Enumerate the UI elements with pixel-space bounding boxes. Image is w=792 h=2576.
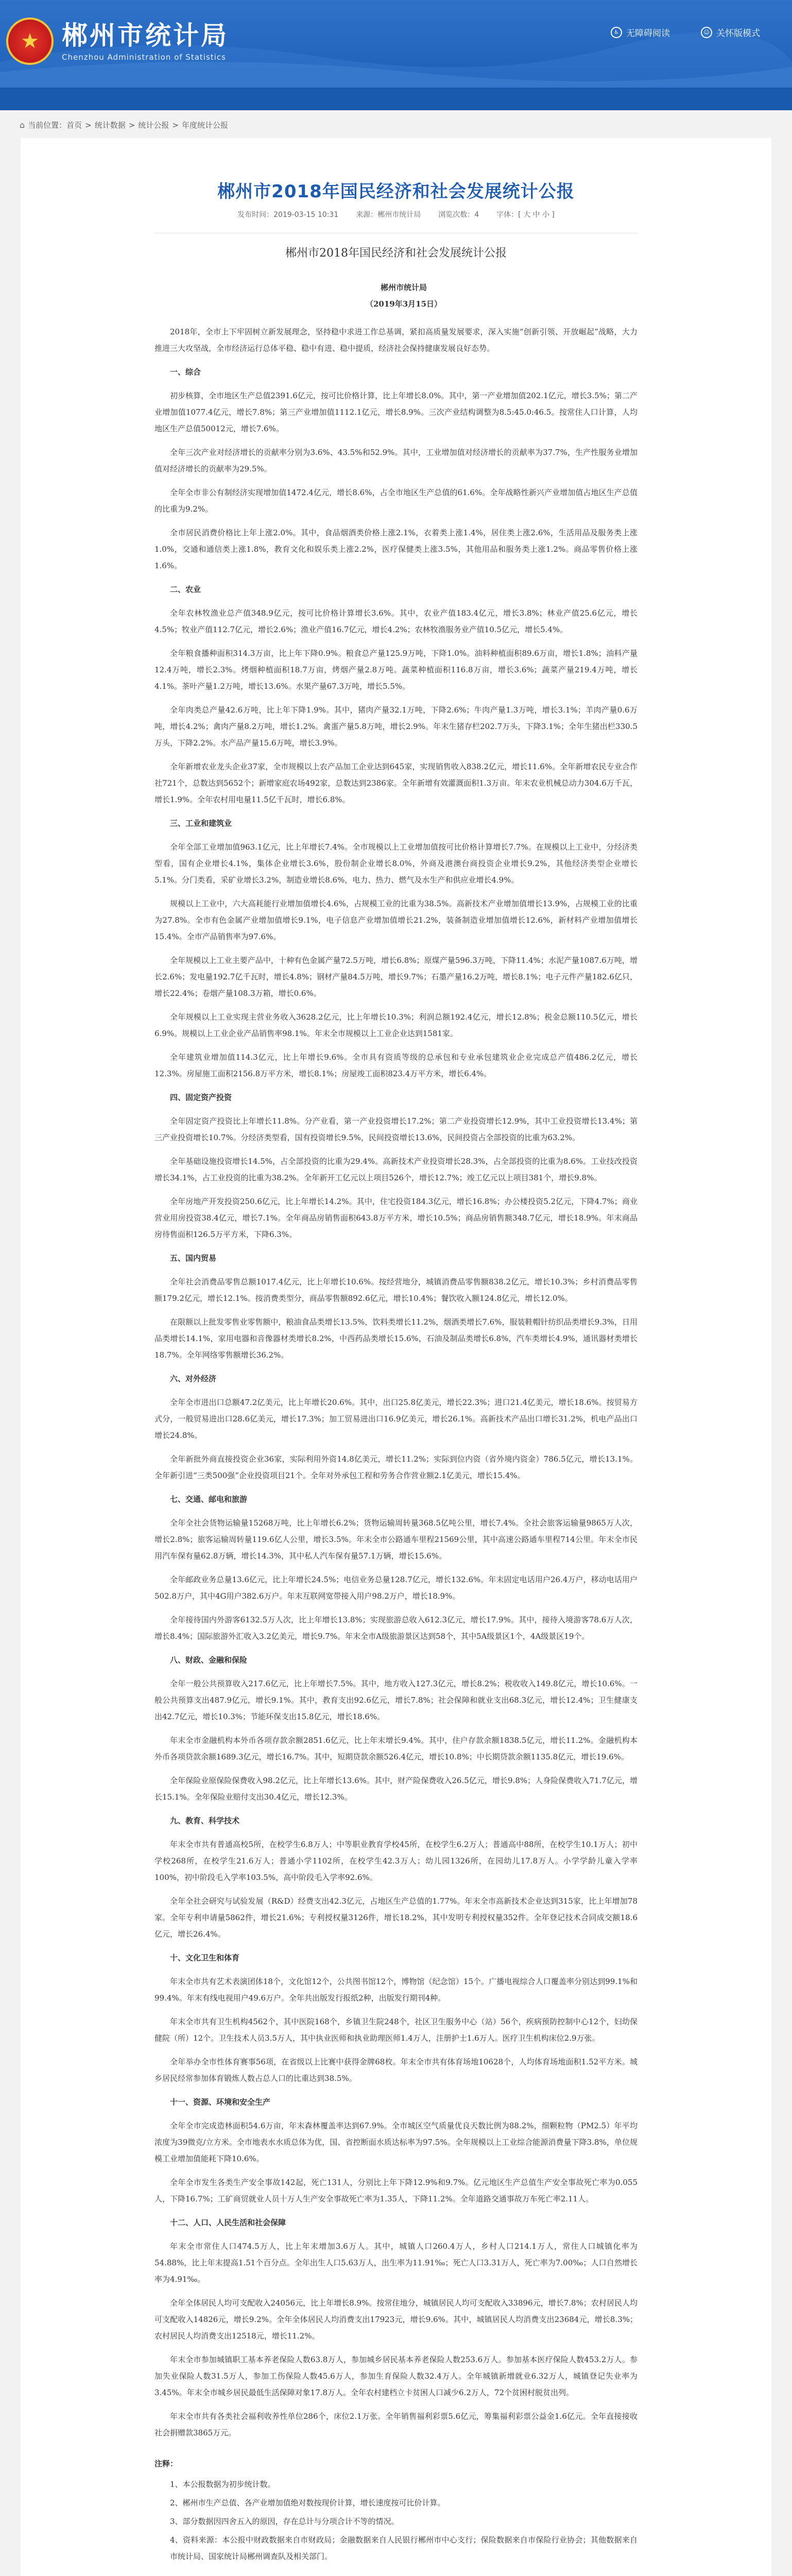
header-tools: [611, 26, 760, 39]
paragraph: 全年全市发生各类生产安全事故142起，死亡131人，分别比上年下降12.9%和9.7%。亿元地区生产总值生产安全事故死亡率为0.055人，下降16.7%；工矿商贸就业人员十万人生产安全事故死亡率为1.35人，下降11.2%。全年道路交通事故万车死亡率2.11人。: [154, 2178, 638, 2204]
paragraph: 全年接待国内外游客6132.5万人次，比上年增长13.8%；实现旅游总收入612.3亿元，增长17.9%。其中，接待入境游客78.6万人次，增长8.4%；国际旅游外汇收入3.2亿美元，增长9.7%。年末全市A级旅游景区达到58个，其中5A级景区1个，4A级景区19个。: [154, 1615, 638, 1641]
national-emblem-icon: ★: [6, 18, 54, 65]
paragraph: 全年规模以上工业实现主营业务收入3628.2亿元，比上年增长10.3%；利润总额192.4亿元，增长12.8%；税金总额110.5亿元，增长6.9%。规模以上工业企业产品销售率98.1%。年末全市规模以上工业企业达到1581家。: [154, 1012, 638, 1038]
section-heading: 二、农业: [170, 585, 201, 594]
paragraph: 年末全市共有卫生机构4562个，其中医院168个，乡镇卫生院248个，社区卫生服务中心（站）56个，疾病预防控制中心12个，妇幼保健院（所）12个。卫生技术人员3.5万人，其中执业医师和执业助理医师1.4万人，注册护士1.6万人。医疗卫生机构床位2.9万张。: [154, 2017, 638, 2043]
paragraph: 全年肉类总产量42.6万吨，比上年下降1.9%。其中，猪肉产量32.1万吨，下降2.6%；牛肉产量1.3万吨，增长3.1%；羊肉产量0.6万吨，增长4.2%；禽肉产量8.2万吨，增长1.2%。禽蛋产量5.8万吨，增长2.9%。年末生猪存栏202.7万头，下降3.1%；全年生猪出栏330.5万头，下降2.2%。水产品产量15.6万吨，增长3.9%。: [154, 705, 638, 748]
font-size-switch[interactable]: 字体：[ 大 中 小 ]: [496, 211, 555, 219]
section-heading: 七、交通、邮电和旅游: [170, 1495, 248, 1504]
paragraph: 全年邮政业务总量13.6亿元，比上年增长24.5%；电信业务总量128.7亿元，增长132.6%。年末固定电话用户26.4万户，移动电话用户502.8万户，其中4G用户382.6万户。年末互联网宽带接入用户98.2万户，增长18.9%。: [154, 1575, 638, 1601]
barrier-free-button[interactable]: [611, 26, 670, 39]
view-count: 浏览次数：4: [438, 211, 479, 219]
breadcrumb-item-annual[interactable]: 年度统计公报: [181, 121, 228, 130]
section-heading: 四、固定资产投资: [170, 1093, 232, 1102]
breadcrumb-separator: >: [128, 120, 135, 130]
section-heading: 三、工业和建筑业: [170, 819, 232, 828]
paragraph: 初步核算，全市地区生产总值2391.6亿元，按可比价格计算，比上年增长8.0%。其中，第一产业增加值202.1亿元，增长3.5%；第二产业增加值1077.4亿元，增长7.8%；第三产业增加值1112.1亿元，增长8.9%。三次产业结构调整为8.5:45.0:46.5。按常住人口计算，人均地区生产总值50012元，增长7.6%。: [154, 391, 638, 433]
paragraph: 在限额以上批发零售业零售额中，粮油食品类增长13.5%，饮料类增长11.2%，烟酒类增长7.6%，服装鞋帽针纺织品类增长9.3%，日用品类增长14.1%，家用电器和音像器材类增长8.2%，中西药品类增长15.6%，石油及制品类增长6.8%，汽车类增长4.9%，通讯器材类增长18.7%。全年网络零售额增长36.2%。: [154, 1317, 638, 1360]
spacer: [154, 312, 638, 324]
note-item: 3、部分数据因四舍五入的原因，存在总计与分项合计不等的情况。: [170, 2517, 399, 2526]
paragraph: 全年全部工业增加值963.1亿元，比上年增长7.4%。全市规模以上工业增加值按可比价格计算增长7.7%。在规模以上工业中，分经济类型看，国有企业增长4.1%，集体企业增长3.6%，股份制企业增长8.0%，外商及港澳台商投资企业增长9.2%，其他经济类型企业增长5.1%。分门类看，采矿业增长3.2%，制造业增长8.6%，电力、热力、燃气及水生产和供应业增长4.9%。: [154, 842, 638, 885]
paragraph: 全年举办全市性体育赛事56项，在省级以上比赛中获得金牌68枚。年末全市共有体育场地10628个，人均体育场地面积1.52平方米。城乡居民经常参加体育锻炼人数占总人口的比重达到38.5%。: [154, 2057, 638, 2083]
breadcrumb-item-home[interactable]: 当前位置：首页: [28, 121, 82, 130]
paragraph: 全年固定资产投资比上年增长11.8%。分产业看，第一产业投资增长17.2%；第二产业投资增长12.9%，其中工业投资增长13.4%；第三产业投资增长10.7%。分经济类型看，国有投资增长9.5%，民间投资增长13.6%，民间投资占全部投资的比重为63.2%。: [154, 1116, 638, 1142]
breadcrumb-item-data[interactable]: 统计数据: [94, 121, 126, 130]
notes-list: [154, 2476, 638, 2565]
paragraph: 全年全市进出口总额47.2亿美元，比上年增长20.6%。其中，出口25.8亿美元，增长22.3%；进口21.4亿美元，增长18.6%。按贸易方式分，一般贸易进出口28.6亿美元，增长17.3%；加工贸易进出口16.9亿美元，增长26.1%。高新技术产品出口增长31.2%，机电产品出口增长24.8%。: [154, 1398, 638, 1440]
paragraph: 全年规模以上工业主要产品中，十种有色金属产量72.5万吨，增长6.8%；原煤产量596.3万吨，下降11.4%；水泥产量1087.6万吨，增长2.6%；发电量192.7亿千瓦时，增长4.8%；钢材产量84.5万吨，增长9.7%；石墨产量16.2万吨，增长8.1%；电子元件产量182.6亿只，增长22.4%；卷烟产量108.3万箱，增长0.6%。: [154, 956, 638, 998]
paragraph: 全年全社会货物运输量15268万吨，比上年增长6.2%；货物运输周转量368.5亿吨公里，增长7.4%。全社会旅客运输量9865万人次，增长2.8%；旅客运输周转量119.6亿人公里，增长3.5%。年末全市公路通车里程21569公里，其中高速公路通车里程714公里。年末全市民用汽车保有量62.8万辆，增长14.3%，其中私人汽车保有量57.1万辆，增长15.6%。: [154, 1518, 638, 1561]
barrier-free-icon: ♿: [611, 27, 622, 38]
publish-date: 发布时间：2019-03-15 10:31: [237, 211, 339, 219]
paragraph: 全年全体居民人均可支配收入24056元，比上年增长8.9%。按常住地分，城镇居民人均可支配收入33896元，增长7.8%；农村居民人均可支配收入14826元，增长9.2%。全年全体居民人均消费支出17923元，增长9.6%。其中，城镇居民人均消费支出23684元，增长8.3%；农村居民人均消费支出12518元，增长11.2%。: [154, 2298, 638, 2341]
document-title: 郴州市2018年国民经济和社会发展统计公报: [285, 247, 507, 260]
main-nav-bar: [0, 88, 792, 110]
article-card: [21, 138, 771, 2576]
note-item: 2、郴州市生产总值、各产业增加值绝对数按现价计算，增长速度按可比价计算。: [170, 2498, 445, 2507]
site-name-cn: 郴州市统计局: [62, 21, 229, 50]
paragraph: 全年保险业原保险保费收入98.2亿元，比上年增长13.6%。其中，财产险保费收入26.5亿元，增长9.8%；人身险保费收入71.7亿元，增长15.1%。全年保险业赔付支出30.4亿元，增长12.3%。: [154, 1776, 638, 1802]
elder-mode-icon: ☺: [701, 27, 712, 38]
paragraph: 全年社会消费品零售总额1017.4亿元，比上年增长10.6%。按经营地分，城镇消费品零售额838.2亿元，增长10.3%；乡村消费品零售额179.2亿元，增长12.1%。按消费类型分，商品零售额892.6亿元，增长10.4%；餐饮收入额124.8亿元，增长12.0%。: [154, 1277, 638, 1303]
paragraph: 年末全市金融机构本外币各项存款余额2851.6亿元，比上年末增长9.4%。其中，住户存款余额1838.5亿元，增长11.2%。金融机构本外币各项贷款余额1689.3亿元，增长16.7%。其中，短期贷款余额526.4亿元，增长10.8%；中长期贷款余额1135.8亿元，增长19.6%。: [154, 1736, 638, 1761]
paragraph: 全年农林牧渔业总产值348.9亿元，按可比价格计算增长3.6%。其中，农业产值183.4亿元，增长3.8%；林业产值25.6亿元，增长4.5%；牧业产值112.7亿元，增长2.6%；渔业产值16.7亿元，增长4.2%；农林牧渔服务业产值10.5亿元，增长5.4%。: [154, 608, 638, 634]
section-heading: 八、财政、金融和保险: [170, 1655, 248, 1665]
article-source: 来源：郴州市统计局: [356, 211, 421, 219]
site-header: [0, 0, 792, 88]
paragraph-list: [154, 324, 638, 2441]
section-heading: 十一、资源、环境和安全生产: [170, 2097, 271, 2107]
paragraph: 年末全市共有普通高校5所，在校学生6.8万人；中等职业教育学校45所，在校学生6.2万人；普通高中88所，在校学生10.1万人；初中学校268所，在校学生21.6万人；普通小学1102所，在校学生42.3万人；幼儿园1326所，在园幼儿17.8万人。小学学龄儿童入学率100%，初中阶段毛入学率103.5%，高中阶段毛入学率92.6%。: [154, 1840, 638, 1882]
document-issue-date: （2019年3月15日）: [365, 299, 442, 309]
paragraph: 全年基础设施投资增长14.5%，占全部投资的比重为29.4%。高新技术产业投资增长28.3%，占全部投资的比重为8.6%。工业技改投资增长34.1%，占工业投资的比重为38.2%。全年新开工亿元以上项目526个，增长12.7%；竣工亿元以上项目381个，增长9.8%。: [154, 1157, 638, 1182]
paragraph: 全年房地产开发投资250.6亿元，比上年增长14.2%。其中，住宅投资184.3亿元，增长16.8%；办公楼投资5.2亿元，下降4.7%；商业营业用房投资38.4亿元，增长7.1%。全年商品房销售面积643.8万平方米，增长10.5%；商品房销售额348.7亿元，增长18.9%。年末商品房待售面积126.5万平方米，下降6.3%。: [154, 1197, 638, 1239]
breadcrumb-item-bulletin[interactable]: 统计公报: [138, 121, 169, 130]
note-item: 1、本公报数据为初步统计数。: [170, 2480, 276, 2489]
barrier-free-label: 无障碍阅读: [626, 28, 670, 39]
article-body: [154, 245, 638, 2567]
section-heading: 十二、人口、人民生活和社会保障: [170, 2218, 286, 2227]
paragraph: 规模以上工业中，六大高耗能行业增加值增长4.6%，占规模工业的比重为38.5%。高新技术产业增加值增长13.9%，占规模工业的比重为27.8%。全市有色金属产业增加值增长9.1%，电子信息产业增加值增长21.2%，装备制造业增加值增长12.6%，新材料产业增加值增长15.4%。全市产品销售率为97.6%。: [154, 899, 638, 941]
paragraph: 年末全市共有各类社会福利收养性单位286个，床位2.1万张。全年销售福利彩票5.6亿元，筹集福利彩票公益金1.6亿元。全年直接接收社会捐赠款3865万元。: [154, 2412, 638, 2437]
section-heading: 五、国内贸易: [170, 1253, 217, 1263]
article-title: 郴州市2018年国民经济和社会发展统计公报: [217, 181, 575, 202]
paragraph: 全年全市完成造林面积54.6万亩，年末森林覆盖率达到67.9%。全市城区空气质量优良天数比例为88.2%，细颗粒物（PM2.5）年平均浓度为39微克/立方米。全市地表水水质总体为优，国、省控断面水质达标率为97.5%。全年规模以上工业综合能源消费量下降3.8%，单位规模工业增加值能耗下降10.6%。: [154, 2121, 638, 2163]
elder-mode-button[interactable]: [701, 26, 760, 39]
paragraph: 年末全市常住人口474.5万人，比上年末增加3.6万人。其中，城镇人口260.4万人，乡村人口214.1万人，常住人口城镇化率为54.88%，比上年末提高1.51个百分点。全年出生人口5.63万人，出生率为11.91‰；死亡人口3.31万人，死亡率为7.00‰；人口自然增长率为4.91‰。: [154, 2242, 638, 2284]
paragraph: 全年三次产业对经济增长的贡献率分别为3.6%、43.5%和52.9%。其中，工业增加值对经济增长的贡献率为37.7%，生产性服务业增加值对经济增长的贡献率为29.5%。: [154, 448, 638, 473]
paragraph: 2018年，全市上下牢固树立新发展理念，坚持稳中求进工作总基调，紧扣高质量发展要求，深入实施“创新引领、开放崛起”战略，大力推进三大攻坚战，全市经济运行总体平稳、稳中有进、稳中提质，经济社会保持健康发展良好态势。: [154, 327, 638, 353]
article-meta: [21, 209, 771, 219]
paragraph: 全年粮食播种面积314.3万亩，比上年下降0.9%。粮食总产量125.9万吨，下降1.0%。油料种植面积89.6万亩，增长1.8%；油料产量12.4万吨，增长2.3%。烤烟种植面积18.7万亩，烤烟产量2.8万吨。蔬菜种植面积116.8万亩，增长3.6%；蔬菜产量219.4万吨，增长4.1%。茶叶产量1.2万吨，增长13.6%。水果产量67.3万吨，增长5.5%。: [154, 649, 638, 691]
section-heading: 六、对外经济: [170, 1374, 217, 1383]
site-name-en: Chenzhou Administration of Statistics: [62, 53, 226, 62]
section-heading: 九、教育、科学技术: [170, 1816, 240, 1825]
site-logo[interactable]: [6, 18, 229, 65]
home-icon: ⌂: [20, 120, 25, 130]
paragraph: 全年建筑业增加值114.3亿元，比上年增长9.6%。全市具有资质等级的总承包和专业承包建筑业企业完成总产值486.2亿元，增长12.3%。房屋施工面积2156.8万平方米，增长8.1%；房屋竣工面积823.4万平方米，增长6.4%。: [154, 1053, 638, 1078]
notes-title: 注释：: [154, 2459, 178, 2468]
paragraph: 全年一般公共预算收入217.6亿元，比上年增长7.5%。其中，地方收入127.3亿元，增长8.2%；税收收入149.8亿元，增长10.6%。一般公共预算支出487.9亿元，增长9.1%。其中，教育支出92.6亿元，增长7.8%；社会保障和就业支出68.3亿元，增长12.4%；卫生健康支出42.7亿元，增长10.3%；节能环保支出15.8亿元，增长18.6%。: [154, 1679, 638, 1721]
paragraph: 全年全市非公有制经济实现增加值1472.4亿元，增长8.6%，占全市地区生产总值的61.6%。全年战略性新兴产业增加值占地区生产总值的比重为9.2%。: [154, 488, 638, 514]
breadcrumb-separator: >: [85, 120, 92, 130]
paragraph: 全年新增农业龙头企业37家，全市规模以上农产品加工企业达到645家，实现销售收入838.2亿元，增长11.6%。全年新增农民专业合作社721个，总数达到5652个；新增家庭农场492家，总数达到2386家。全年新增有效灌溉面积1.3万亩。年末农业机械总动力304.6万千瓦，增长1.9%。全年农村用电量11.5亿千瓦时，增长6.8%。: [154, 762, 638, 804]
paragraph: 全年全社会研究与试验发展（R&D）经费支出42.3亿元，占地区生产总值的1.77%。年末全市高新技术企业达到315家，比上年增加78家。全年专利申请量5862件，增长21.6%；专利授权量3126件，增长18.2%，其中发明专利授权量352件。全年登记技术合同成交额18.6亿元，增长26.4%。: [154, 1896, 638, 1939]
document-issuer: 郴州市统计局: [380, 283, 427, 292]
section-heading: 一、综合: [170, 367, 201, 377]
paragraph: 全年新批外商直接投资企业36家，实际利用外资14.8亿美元，增长11.2%；实际到位内资（省外境内资金）786.5亿元，增长13.1%。全年新引进“三类500强”企业投资项目21个。全年对外承包工程和劳务合作营业额2.1亿美元，增长15.4%。: [154, 1454, 638, 1480]
breadcrumb: [20, 120, 228, 130]
elder-mode-label: 关怀版模式: [716, 28, 760, 39]
paragraph: 年末全市共有艺术表演团体18个，文化馆12个，公共图书馆12个，博物馆（纪念馆）15个。广播电视综合人口覆盖率分别达到99.1%和99.4%。年末有线电视用户49.6万户。全年共出版发行报纸2种，出版发行期刊4种。: [154, 1977, 638, 2003]
section-heading: 十、文化卫生和体育: [170, 1953, 240, 1962]
breadcrumb-separator: >: [172, 120, 179, 130]
paragraph: 全市居民消费价格比上年上涨2.0%。其中，食品烟酒类价格上涨2.1%，衣着类上涨1.4%，居住类上涨2.6%，生活用品及服务类上涨1.0%，交通和通信类上涨1.8%，教育文化和娱乐类上涨2.2%，医疗保健类上涨3.5%，其他用品和服务类上涨1.2%。商品零售价格上涨1.6%。: [154, 528, 638, 570]
note-item: 4、资料来源：本公报中财政数据来自市财政局；金融数据来自人民银行郴州市中心支行；保险数据来自市保险行业协会；其他数据来自市统计局、国家统计局郴州调查队及相关部门。: [170, 2535, 638, 2561]
paragraph: 年末全市参加城镇职工基本养老保险人数63.8万人，参加城乡居民基本养老保险人数253.6万人。参加基本医疗保险人数453.2万人。参加失业保险人数31.5万人，参加工伤保险人数45.6万人，参加生育保险人数32.4万人。全年城镇新增就业6.32万人，城镇登记失业率为3.45%。年末全市城乡居民最低生活保障对象17.8万人。全年农村建档立卡贫困人口减少6.2万人，72个贫困村脱贫出列。: [154, 2355, 638, 2397]
